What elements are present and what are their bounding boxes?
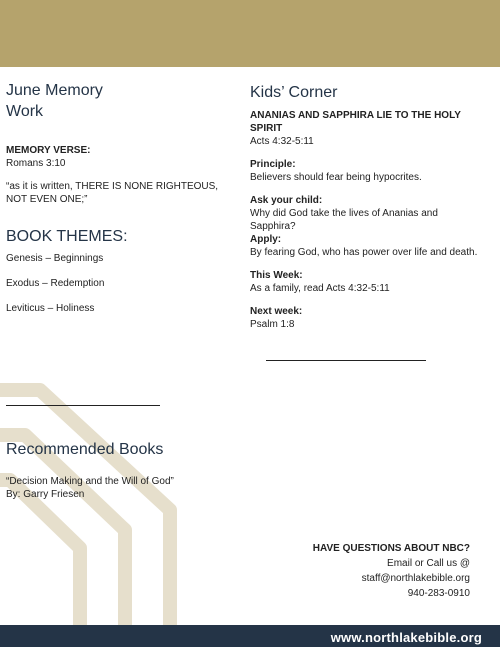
footer-band bbox=[0, 625, 500, 647]
memory-verse-ref: Romans 3:10 bbox=[6, 158, 66, 169]
apply-label: Apply: bbox=[250, 234, 282, 245]
lesson-ref: Acts 4:32-5:11 bbox=[250, 136, 314, 147]
contact-block bbox=[230, 541, 470, 601]
principle-label: Principle: bbox=[250, 159, 296, 170]
memory-title-line1: June Memory bbox=[6, 82, 103, 99]
left-divider bbox=[6, 405, 160, 406]
memory-verse-label: MEMORY VERSE: bbox=[6, 145, 91, 156]
next-week-label: Next week: bbox=[250, 306, 303, 317]
contact-line: Email or Call us @ bbox=[387, 558, 470, 569]
contact-phone[interactable]: 940-283-0910 bbox=[407, 588, 470, 599]
apply-text: By fearing God, who has power over life and death. bbox=[250, 247, 478, 258]
memory-verse-text: “as it is written, THERE IS NONE RIGHTEOUS, NOT EVEN ONE;” bbox=[6, 181, 219, 205]
book-themes-list bbox=[6, 252, 236, 315]
theme-item: Exodus – Redemption bbox=[6, 278, 105, 289]
memory-title bbox=[6, 80, 236, 122]
theme-item: Leviticus – Holiness bbox=[6, 303, 95, 314]
website-link[interactable]: www.northlakebible.org bbox=[330, 630, 482, 645]
recommended-book bbox=[6, 475, 236, 501]
next-week-text: Psalm 1:8 bbox=[250, 319, 295, 330]
ask-label: Ask your child: bbox=[250, 195, 323, 206]
principle-text: Believers should fear being hypocrites. bbox=[250, 172, 422, 183]
this-week-text: As a family, read Acts 4:32-5:11 bbox=[250, 283, 390, 294]
kids-corner-title: Kids’ Corner bbox=[250, 84, 338, 101]
contact-email-link[interactable]: staff@northlakebible.org bbox=[361, 573, 470, 584]
book-themes-title: BOOK THEMES: bbox=[6, 228, 128, 245]
memory-title-line2: Work bbox=[6, 103, 44, 120]
kids-corner-content bbox=[250, 109, 480, 331]
recommended-books-title: Recommended Books bbox=[6, 441, 164, 458]
lesson-title: ANANIAS AND SAPPHIRA LIE TO THE HOLY SPIRIT bbox=[250, 110, 461, 134]
this-week-label: This Week: bbox=[250, 270, 303, 281]
ask-text: Why did God take the lives of Ananias and Sapphira? bbox=[250, 208, 438, 232]
right-divider bbox=[266, 360, 426, 361]
theme-item: Genesis – Beginnings bbox=[6, 253, 104, 264]
contact-question: HAVE QUESTIONS ABOUT NBC? bbox=[312, 543, 470, 554]
memory-work-section bbox=[6, 80, 236, 122]
book-author: By: Garry Friesen bbox=[6, 489, 85, 500]
memory-verse-block bbox=[6, 144, 236, 206]
book-title: “Decision Making and the Will of God” bbox=[6, 476, 174, 487]
header-band bbox=[0, 0, 500, 67]
